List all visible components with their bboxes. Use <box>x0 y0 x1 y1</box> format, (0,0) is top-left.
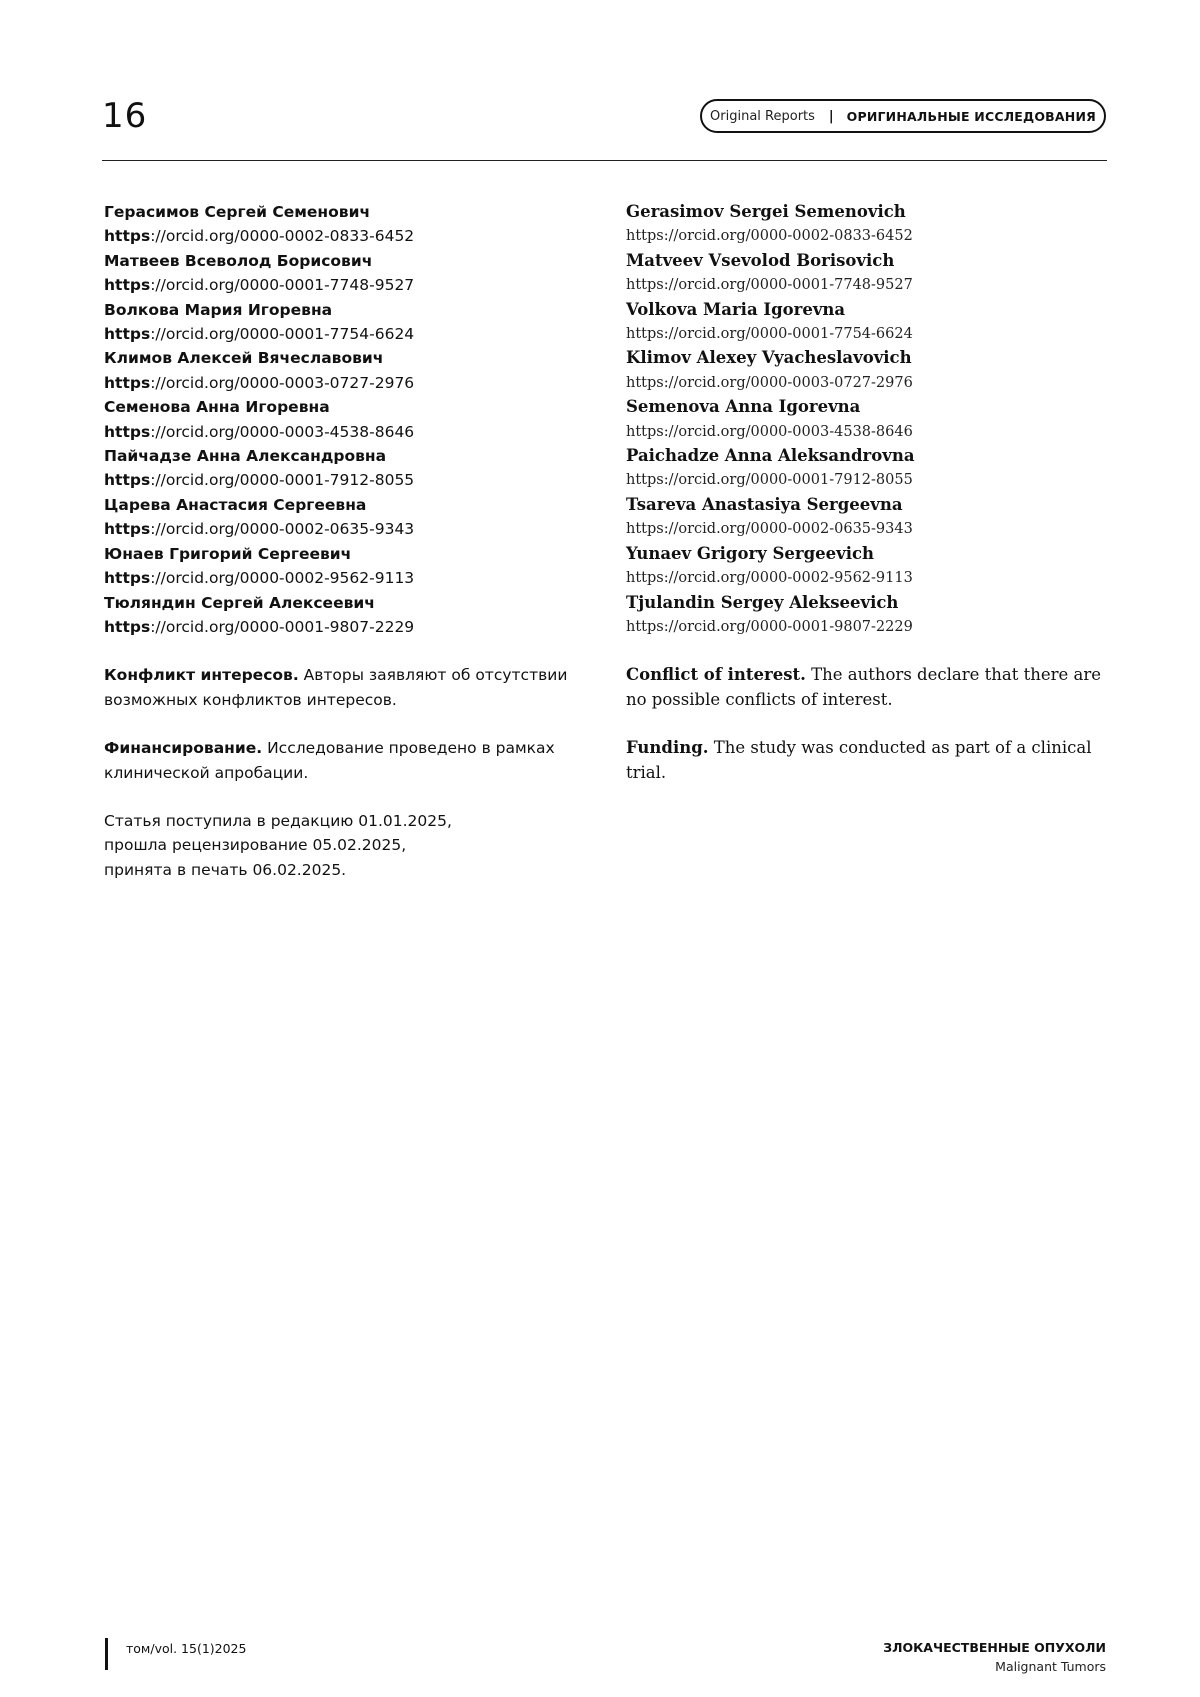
author-name: Gerasimov Sergei Semenovich <box>626 202 906 221</box>
orcid-link[interactable]: https://orcid.org/0000-0002-0635-9343 <box>104 520 415 539</box>
funding-ru: Финансирование. Исследование проведено в рамках клинической апробации. <box>104 739 555 782</box>
author-name: Царева Анастасия Сергеевна <box>104 495 367 514</box>
author-name: Klimov Alexey Vyacheslavovich <box>626 348 912 368</box>
orcid-link[interactable]: https://orcid.org/0000-0001-9807-2229 <box>104 617 415 636</box>
authors-column-en <box>626 200 1114 785</box>
date-reviewed: прошла рецензирование 05.02.2025, <box>104 836 407 855</box>
orcid-link[interactable]: https://orcid.org/0000-0003-0727-2976 <box>104 373 415 392</box>
author-entry-en <box>626 444 1114 493</box>
author-name: Yunaev Grigory Sergeevich <box>626 543 875 563</box>
section-separator: | <box>828 108 834 124</box>
author-entry-ru <box>104 249 594 298</box>
page-number: 16 <box>102 96 148 136</box>
orcid-link[interactable]: https://orcid.org/0000-0001-7748-9527 <box>626 277 913 294</box>
orcid-link[interactable]: https://orcid.org/0000-0002-0833-6452 <box>626 228 913 245</box>
orcid-link[interactable]: https://orcid.org/0000-0002-0833-6452 <box>104 227 415 246</box>
author-entry-en <box>626 542 1114 591</box>
author-entry-en <box>626 591 1114 640</box>
author-name: Tsareva Anastasiya Sergeevna <box>626 494 903 514</box>
orcid-link[interactable]: https://orcid.org/0000-0001-7912-8055 <box>104 471 415 490</box>
author-name: Пайчадзе Анна Александровна <box>104 447 387 466</box>
conflict-of-interest-ru: Конфликт интересов. Авторы заявляют об отсутствии возможных конфликтов интересов. <box>104 666 568 709</box>
author-entry-en <box>626 200 1114 249</box>
author-entry-ru <box>104 395 594 444</box>
footer-journal-title-ru: ЗЛОКАЧЕСТВЕННЫЕ ОПУХОЛИ <box>883 1640 1106 1655</box>
footer-volume: том/vol. 15(1)2025 <box>126 1641 247 1656</box>
authors-column-ru <box>104 200 594 882</box>
orcid-link[interactable]: https://orcid.org/0000-0002-9562-9113 <box>104 569 415 588</box>
author-entry-en <box>626 346 1114 395</box>
author-entry-en <box>626 493 1114 542</box>
author-entry-ru <box>104 542 594 591</box>
author-name: Тюляндин Сергей Алексеевич <box>104 593 375 612</box>
article-dates-ru <box>104 809 594 882</box>
author-entry-ru <box>104 444 594 493</box>
section-label-ru: ОРИГИНАЛЬНЫЕ ИССЛЕДОВАНИЯ <box>846 108 1096 124</box>
author-name: Юнаев Григорий Сергеевич <box>104 544 352 563</box>
author-entry-ru <box>104 200 594 249</box>
orcid-link[interactable]: https://orcid.org/0000-0001-7748-9527 <box>104 276 415 295</box>
header-divider <box>102 160 1107 161</box>
date-accepted: принята в печать 06.02.2025. <box>104 860 347 879</box>
date-received: Статья поступила в редакцию 01.01.2025, <box>104 811 452 830</box>
orcid-link[interactable]: https://orcid.org/0000-0002-9562-9113 <box>626 570 913 587</box>
author-entry-ru <box>104 493 594 542</box>
orcid-link[interactable]: https://orcid.org/0000-0001-7912-8055 <box>626 472 913 489</box>
author-name: Климов Алексей Вячеславович <box>104 349 384 368</box>
author-entry-en <box>626 395 1114 444</box>
funding-en: Funding. The study was conducted as part of a clinical trial. <box>626 738 1092 782</box>
author-name: Семенова Анна Игоревна <box>104 398 330 417</box>
orcid-link[interactable]: https://orcid.org/0000-0003-0727-2976 <box>626 374 913 391</box>
orcid-link[interactable]: https://orcid.org/0000-0003-4538-8646 <box>626 423 913 440</box>
orcid-link[interactable]: https://orcid.org/0000-0002-0635-9343 <box>626 521 913 538</box>
footer-journal-title-en: Malignant Tumors <box>995 1659 1106 1674</box>
author-name: Матвеев Всеволод Борисович <box>104 251 373 270</box>
orcid-link[interactable]: https://orcid.org/0000-0001-9807-2229 <box>626 618 913 635</box>
author-entry-ru <box>104 591 594 640</box>
section-badge <box>700 99 1106 133</box>
footer-bar <box>105 1638 108 1670</box>
author-name: Герасимов Сергей Семенович <box>104 203 371 221</box>
author-name: Волкова Мария Игоревна <box>104 300 333 319</box>
author-name: Semenova Anna Igorevna <box>626 397 861 417</box>
author-entry-en <box>626 249 1114 298</box>
orcid-link[interactable]: https://orcid.org/0000-0003-4538-8646 <box>104 422 415 441</box>
orcid-link[interactable]: https://orcid.org/0000-0001-7754-6624 <box>104 325 415 344</box>
author-name: Paichadze Anna Aleksandrovna <box>626 446 915 466</box>
author-name: Volkova Maria Igorevna <box>626 299 846 319</box>
conflict-of-interest-en: Conflict of interest. The authors declare that there are no possible conflicts of interest. <box>626 665 1101 709</box>
author-entry-en <box>626 298 1114 347</box>
author-name: Tjulandin Sergey Alekseevich <box>626 592 899 612</box>
author-entry-ru <box>104 298 594 347</box>
author-name: Matveev Vsevolod Borisovich <box>626 250 895 270</box>
author-entry-ru <box>104 346 594 395</box>
section-label-en: Original Reports <box>710 108 815 124</box>
orcid-link[interactable]: https://orcid.org/0000-0001-7754-6624 <box>626 326 913 343</box>
